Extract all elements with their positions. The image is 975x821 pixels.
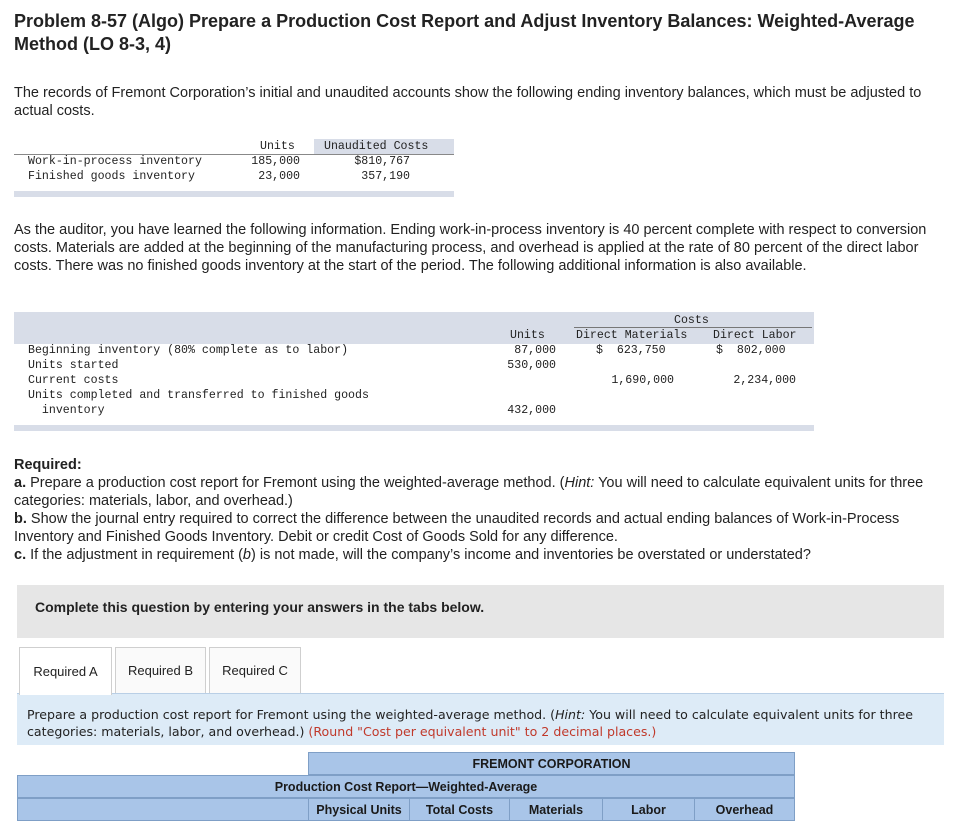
additional-info-table	[14, 312, 814, 432]
report-col-physical-units: Physical Units	[308, 798, 410, 821]
report-title: Production Cost Report—Weighted-Average	[17, 775, 795, 798]
table1-footer-band	[14, 191, 454, 197]
tab-required-b[interactable]: Required B	[115, 647, 206, 693]
required-heading: Required:	[14, 457, 82, 473]
table2-row-units: 530,000	[507, 359, 556, 372]
report-col-blank	[17, 798, 309, 821]
table2-col-units: Units	[510, 329, 545, 342]
report-col-overhead: Overhead	[694, 798, 795, 821]
problem-title: Problem 8-57 (Algo) Prepare a Production Cost Report and Adjust Inventory Balances: Weighted-Average Method (LO 8-3, 4)	[14, 11, 915, 54]
table2-footer-band	[14, 425, 814, 431]
required-a: a. Prepare a production cost report for Fremont using the weighted-average method. (Hint: You will need to calculate equivalent units for three categories: materials, labor, and overhead.)	[14, 475, 924, 509]
tab-required-a[interactable]: Required A	[19, 647, 112, 695]
table1-row-label: Work-in-process inventory	[28, 155, 202, 168]
auditor-paragraph: As the auditor, you have learned the following information. Ending work-in-process inventory is 40 percent complete with respect to conversion costs. Materials are added at the beginning of the manufacturing process, and overhead is applied at the rate of 80 percent of the direct labor costs. There was no finished goods inventory at the start of the period. The following additional information is also available.	[14, 222, 927, 274]
table1-row-units: 185,000	[251, 155, 300, 168]
table2-row-label: Beginning inventory (80% complete as to labor)	[28, 344, 349, 357]
report-company: FREMONT CORPORATION	[308, 752, 795, 775]
required-c: c. If the adjustment in requirement (b) is not made, will the company’s income and inventories be overstated or understated?	[14, 547, 811, 563]
required-b: b. Show the journal entry required to correct the difference between the unaudited records and actual ending balances of Work-in-Process Inventory and Finished Goods Inventory. Debit or credit Cost of Goods Sold for any difference.	[14, 511, 900, 545]
table2-col-dl: Direct Labor	[713, 329, 797, 342]
table1-row-label: Finished goods inventory	[28, 170, 195, 183]
table2-row-dl: 2,234,000	[733, 374, 796, 387]
instruction-text: Prepare a production cost report for Fremont using the weighted-average method. (Hint: You will need to calculate equivalent units for three categories: materials, labor, and overhead.) (Round "Cost per equivalent unit" to 2 decimal places.)	[27, 707, 913, 739]
complete-prompt-box	[17, 585, 944, 638]
required-section	[14, 456, 954, 564]
table2-row-dm: $ 623,750	[596, 344, 666, 357]
table1-row-cost: 357,190	[361, 170, 410, 183]
table1-col-costs: Unaudited Costs	[324, 140, 429, 153]
table1-row-units: 23,000	[258, 170, 300, 183]
inventory-balances-table	[14, 139, 454, 199]
table2-row-dl: $ 802,000	[716, 344, 786, 357]
table2-row-units: 432,000	[507, 404, 556, 417]
report-col-total-costs: Total Costs	[409, 798, 510, 821]
table2-row-label: Current costs	[28, 374, 119, 387]
table1-row-cost: $810,767	[354, 155, 410, 168]
table2-row-label: Units completed and transferred to finished goods	[28, 389, 369, 402]
table2-col-dm: Direct Materials	[576, 329, 688, 342]
report-col-labor: Labor	[602, 798, 695, 821]
table2-row-units: 87,000	[514, 344, 556, 357]
tab-required-c[interactable]: Required C	[209, 647, 301, 693]
instruction-box	[17, 693, 944, 745]
intro-paragraph: The records of Fremont Corporation’s initial and unaudited accounts show the following ending inventory balances, which must be adjusted to actual costs.	[14, 85, 922, 119]
report-col-materials: Materials	[509, 798, 603, 821]
rounding-note: (Round "Cost per equivalent unit" to 2 decimal places.)	[308, 724, 657, 739]
table2-row-dm: 1,690,000	[611, 374, 674, 387]
table1-col-units: Units	[260, 140, 295, 153]
table2-costs-header: Costs	[674, 314, 709, 327]
table2-costs-rule	[574, 327, 812, 328]
complete-prompt: Complete this question by entering your answers in the tabs below.	[35, 599, 485, 615]
table2-row-label: Units started	[28, 359, 119, 372]
table2-row-label: inventory	[28, 404, 105, 417]
